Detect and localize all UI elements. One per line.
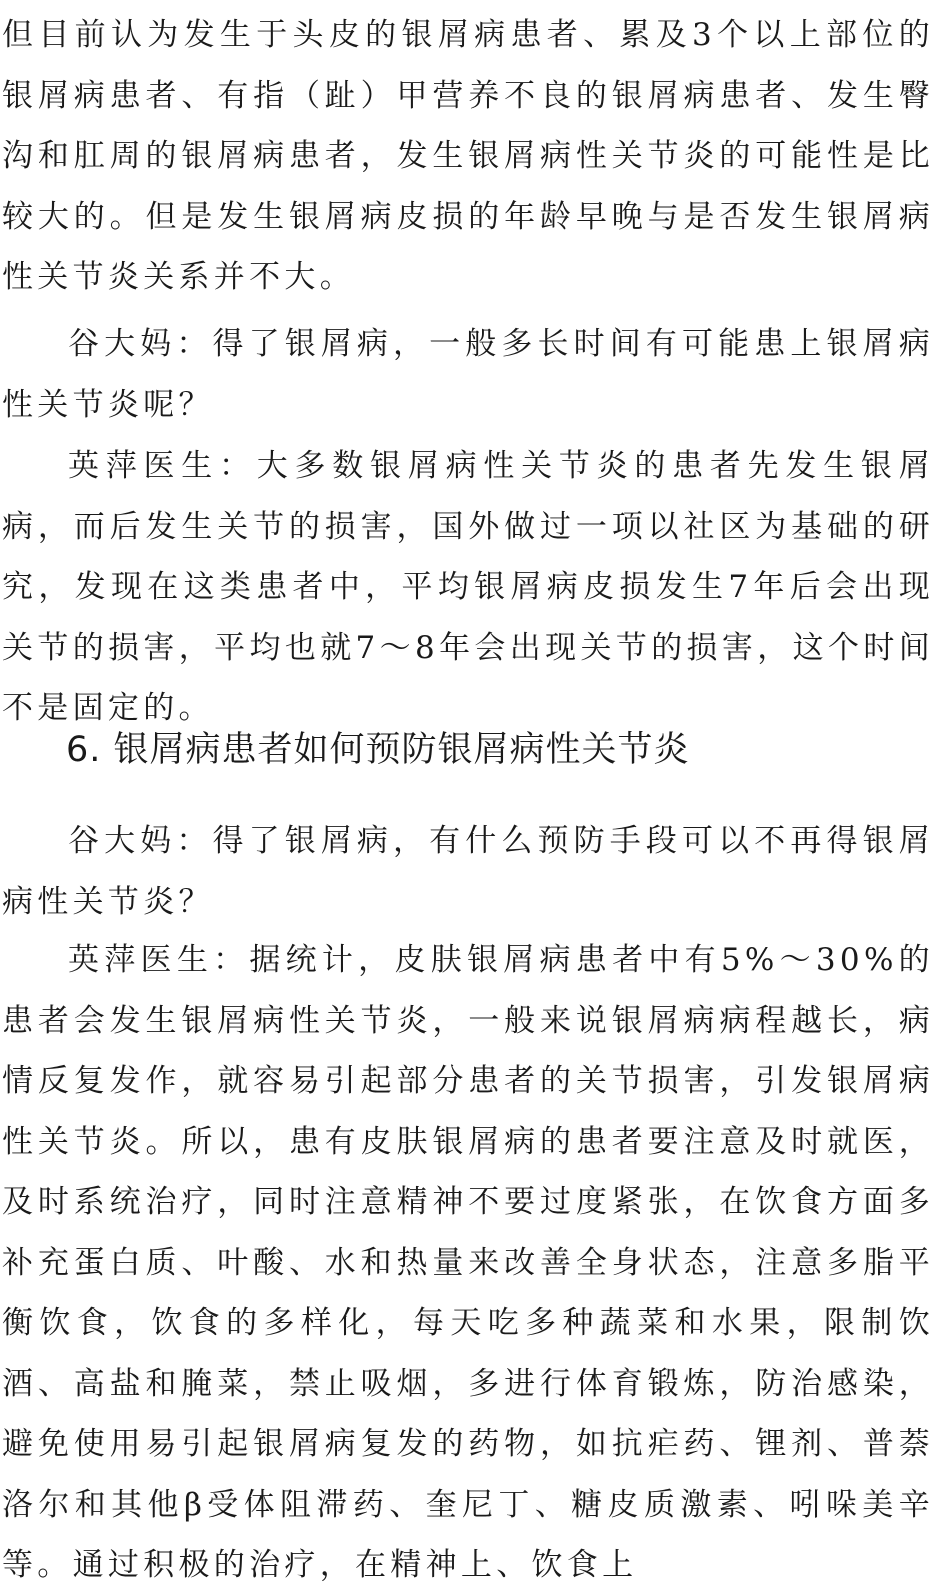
paragraph-question-prevention: 谷大妈：得了银屑病，有什么预防手段可以不再得银屑病性关节炎？ [2,823,934,920]
section-heading: 6. 银屑病患者如何预防银屑病性关节炎 [66,730,690,770]
paragraph-answer-onset: 英萍医生：大多数银屑病性关节炎的患者先发生银屑病，而后发生关节的损害，国外做过一项以社区为基础的研究，发现在这类患者中，平均银屑病皮损发生7年后会出现关节的损害，平均也就7～8年会出现关节的损害，这个时间不是固定的。 [2,448,934,726]
paragraph-question-onset: 谷大妈：得了银屑病，一般多长时间有可能患上银屑病性关节炎呢？ [2,326,934,423]
paragraph-answer-prevention: 英萍医生：据统计，皮肤银屑病患者中有5%～30%的患者会发生银屑病性关节炎，一般来说银屑病病程越长，病情反复发作，就容易引起部分患者的关节损害，引发银屑病性关节炎。所以，患有皮肤银屑病的患者要注意及时就医，及时系统治疗，同时注意精神不要过度紧张，在饮食方面多补充蛋白质、叶酸、水和热量来改善全身状态，注意多脂平衡饮食，饮食的多样化，每天吃多种蔬菜和水果，限制饮酒、高盐和腌菜，禁止吸烟，多进行体育锻炼，防治感染，避免使用易引起银屑病复发的药物，如抗疟药、锂剂、普萘洛尔和其他β受体阻滞药、奎尼丁、糖皮质激素、吲哚美辛等。通过积极的治疗，在精神上、饮食上 [2,942,934,1583]
paragraph-risk-factors: 但目前认为发生于头皮的银屑病患者、累及3个以上部位的银屑病患者、有指（趾）甲营养不良的银屑病患者、发生臀沟和肛周的银屑病患者，发生银屑病性关节炎的可能性是比较大的。但是发生银屑病皮损的年龄早晚与是否发生银屑病性关节炎关系并不大。 [2,17,934,295]
